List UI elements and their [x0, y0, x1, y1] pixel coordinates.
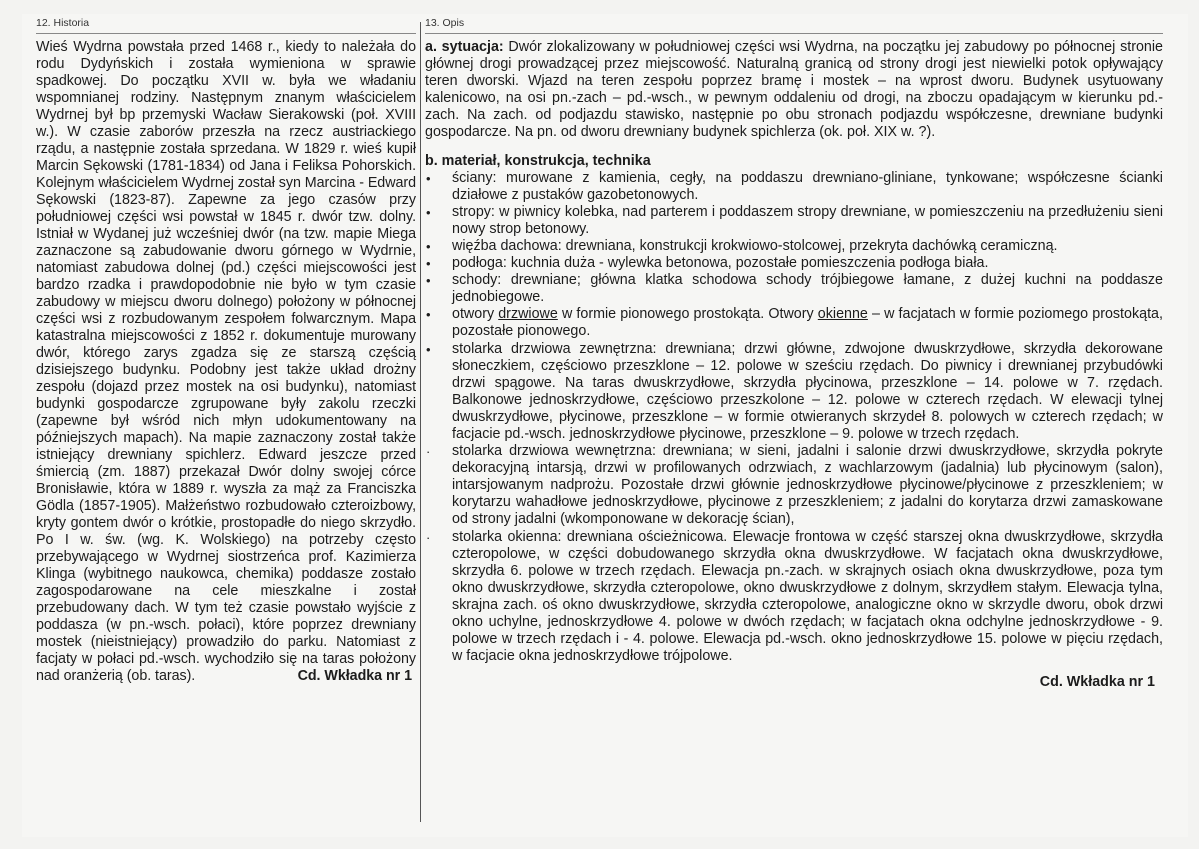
bullet-icon: •	[426, 204, 431, 220]
list-item	[425, 341, 1163, 444]
item-text: stolarka okienna: drewniana ościeżnicowa. Elewacje frontowa w część starszej okna dwuskrzydłowe, skrzydła czteropolowe, w części dobudowanego skrzydła okna dwuskrzydłowe. W facjatach okna dwuskrzydłowe, skrzydła 6. polowe w trzech rzędach. Elewacja pn.-zach. w skrajnych osiach okna dwuskrzydłowe, poza tym okno dwuskrzydłowe, skrzydła czteropolowe, okno dwuskrzydłowe z dolnym, skrzydłem stałym. Elewacja tylna, skrajna zach. oś okno dwuskrzydłowe, skrzydła czteropolowe, analogiczne okno w skrzydle dworu, obok drzwi okno uchylne, jednoskrzydłowe 4. polowe w dwóch rzędach; w facjatach okna odchylne jednoskrzydłowe - 9. polowe w trzech rzędach i - 4. polowe. Elewacja pd.-wsch. okno jednoskrzydłowe 15. polowe w pięciu rzędach, w facjacie okna jednoskrzydłowe trójpolowe.	[452, 528, 1163, 665]
description-column	[425, 14, 1163, 690]
item-text	[452, 306, 1163, 339]
bullet-icon: •	[426, 256, 431, 272]
list-item	[425, 170, 1163, 204]
bullet-icon: •	[426, 307, 431, 323]
description-continuation: Cd. Wkładka nr 1	[1039, 674, 1155, 691]
list-item	[425, 255, 1163, 272]
list-item	[425, 204, 1163, 238]
list-item	[425, 529, 1163, 666]
list-item	[425, 238, 1163, 255]
situation-paragraph	[425, 39, 1163, 142]
underlined-term: drzwiowe	[498, 306, 558, 323]
item-text: schody: drewniane; główna klatka schodowa schody trójbiegowe łamane, z dużej kuchni na poddasze jednobiegowe.	[452, 272, 1163, 306]
history-body: Wieś Wydrna powstała przed 1468 r., kiedy to należała do rodu Dydyńskich i została wymieniona w sprawie spadkowej. Do początku XVII w. była we władaniu wspomnianej rodziny. Następnym znanym właścicielem Wydrnej był bp przemyski Wacław Sierakowski (poł. XVIII w.). W czasie zaborów przeszła na rzecz austriackiego rządu, a następnie została sprzedana. W 1829 r. wieś kupił Marcin Sękowski (1781-1834) od Jana i Feliksa Pohorskich. Kolejnym właścicielem Wydrnej został syn Marcina - Edward Sękowski (1823-87). Zapewne za jego czasów przy południowej części wsi powstał w 1845 r. dwór tzw. dolny. Istniał w Wydanej już wcześniej dwór (na tzw. mapie Miega zaznaczone są zabudowanie dworu górnego w Wydrnie, natomiast zabudowa dolnej (pd.) części miejscowości jest bardzo rzadka i prawdopodobnie nie było w tym czasie zabudowy w miejscu dworu dolnego) położony w północnej części wsi z rozbudowanym zespołem folwarcznym. Mapa katastralna miejscowości z 1852 r. dokumentuje murowany dwór, którego zarys zgadza się ze starszą częścią dzisiejszego budynku. Podobny jest także układ drożny zespołu (dojazd przez mostek na osi budynku), natomiast budynki gospodarcze zgrupowane były zakolu rzeczki (zapewne był wśród nich młyn udokumentowany na późniejszych mapach). Na mapie zaznaczony został także istniejący drewniany spichlerz. Edward jeszcze przed śmiercią (zm. 1887) przekazał Dwór dolny swojej córce Bronisławie, która w 1889 r. wyszła za mąż za Franciszka Gödla (1857-1905). Małżeństwo rozbudowało czteroizbowy, kryty gontem dwór o krótkie, prostopadłe do niego skrzydło. Po I w. św. (wg. K. Wolskiego) na potrzeby często przebywającego w Wydrnej siostrzeńca prof. Kazimierza Klinga (wybitnego naukowca, chemika) poddasze zostało zagospodarowane na cele mieszkalne i został przebudowany dach. W tym też czasie powstało wyjście z poddasza (w pn.-wsch. połaci), które poprzez drewniany mostek (nieistniejący) prowadziło do parku. Natomiast z facjaty w połaci pd.-wsch. wychodziło się na taras położony nad oranżerią (ob. taras).	[36, 39, 416, 684]
column-divider	[420, 22, 421, 822]
situation-text: Dwór zlokalizowany w południowej części wsi Wydrna, na początku jej zabudowy po północnej stronie głównej drogi prowadzącej przez miejscowość. Naturalną granicą od strony drogi jest niewielki potok opływający teren dworski. Wjazd na teren zespołu poprzez bramę i mostek – na wprost dworu. Budynek usytuowany kalenicowo, na osi pn.-zach – pd.-wsch., w pewnym oddaleniu od drogi, na zboczu opadającym w kierunku pd.-zach. Na zach. od podjazdu stawisko, następnie po obu stronach podjazdu współczesne, drewniane budynki gospodarcze. Na pn. od dworu drewniany budynek spichlerza (ok. poł. XIX w. ?).	[425, 39, 1163, 141]
list-item	[425, 306, 1163, 340]
list-item	[425, 272, 1163, 306]
item-text-part: otwory	[452, 306, 499, 323]
item-text: stolarka drzwiowa zewnętrzna: drewniana; drzwi główne, zdwojone dwuskrzydłowe, skrzydła dekorowane słoneczkiem, częściowo przeszklone – 12. polowe w sześciu rzędach. Do piwnicy i drewnianej przybudówki drzwi spągowe. Na taras dwuskrzydłowe, skrzydła płycinowa, przeszklone – 14. polowe w 7. rzędach. Balkonowe jednoskrzydłowe, częściowo przeszkolone – 12. polowe w czterech rzędach. W elewacji tylnej dwuskrzydłowe, płycinowe, przeszklone – w formie otwieranych skrzydeł 8. polowych w czterech rzędach; w facjacie pd.-wsch. jednoskrzydłowe płycinowe, przeszklone – 9. polowe w trzech rzędach.	[452, 340, 1163, 442]
material-heading: b. materiał, konstrukcja, technika	[425, 152, 651, 169]
situation-label: a. sytuacja:	[425, 39, 504, 55]
bullet-icon: •	[426, 170, 431, 186]
item-text-part: w formie pionowego prostokąta. Otwory	[557, 306, 818, 323]
item-text: ściany: murowane z kamienia, cegły, na poddaszu drewniano-gliniane, tynkowane; współczesne ścianki działowe z pustaków gazobetonowych.	[452, 169, 1163, 203]
list-item	[425, 443, 1163, 528]
history-section-number: 12. Historia	[36, 14, 416, 34]
item-text: stropy: w piwnicy kolebka, nad parterem i poddaszem stropy drewniane, w pomieszczeniu na przedłużeniu sieni nowy strop betonowy.	[452, 203, 1163, 237]
history-continuation: Cd. Wkładka nr 1	[297, 668, 412, 684]
underlined-term: okienne	[817, 306, 868, 323]
bullet-icon: •	[426, 341, 431, 357]
bullet-icon: •	[426, 273, 431, 289]
history-column	[36, 14, 416, 685]
bullet-icon: •	[426, 238, 431, 254]
item-text: podłoga: kuchnia duża - wylewka betonowa, pozostałe pomieszczenia podłoga biała.	[452, 255, 989, 272]
item-text: więźba dachowa: drewniana, konstrukcji krokwiowo-stolcowej, przekryta dachówką ceramiczną.	[452, 237, 1058, 254]
description-section-number: 13. Opis	[425, 14, 1163, 34]
material-list	[425, 170, 1163, 666]
item-text-part: – w facjatach w formie poziomego prostokąta, pozostałe pionowego.	[452, 306, 1163, 340]
bullet-icon: ·	[426, 444, 431, 460]
item-text: stolarka drzwiowa wewnętrzna: drewniana; w sieni, jadalni i salonie drzwi dwuskrzydłowe, skrzydła pokryte dekoracyjną intarsją, drzwi w profilowanych odrzwiach, z wachlarzowym (jadalnia) lub płycinowym (salon), intarsjowanym nadprożu. Pozostałe drzwi głównie jednoskrzydłowe płycinowe/płycinowe z przeszkleniem; w korytarzu wahadłowe jednoskrzydłowe, płycinowe z przeszkleniem; z jadalni do korytarza drzwi zamaskowane od strony jadalni (wkomponowane w dekorację ścian),	[452, 443, 1163, 528]
history-text	[36, 39, 416, 685]
bullet-icon: ·	[426, 529, 431, 545]
